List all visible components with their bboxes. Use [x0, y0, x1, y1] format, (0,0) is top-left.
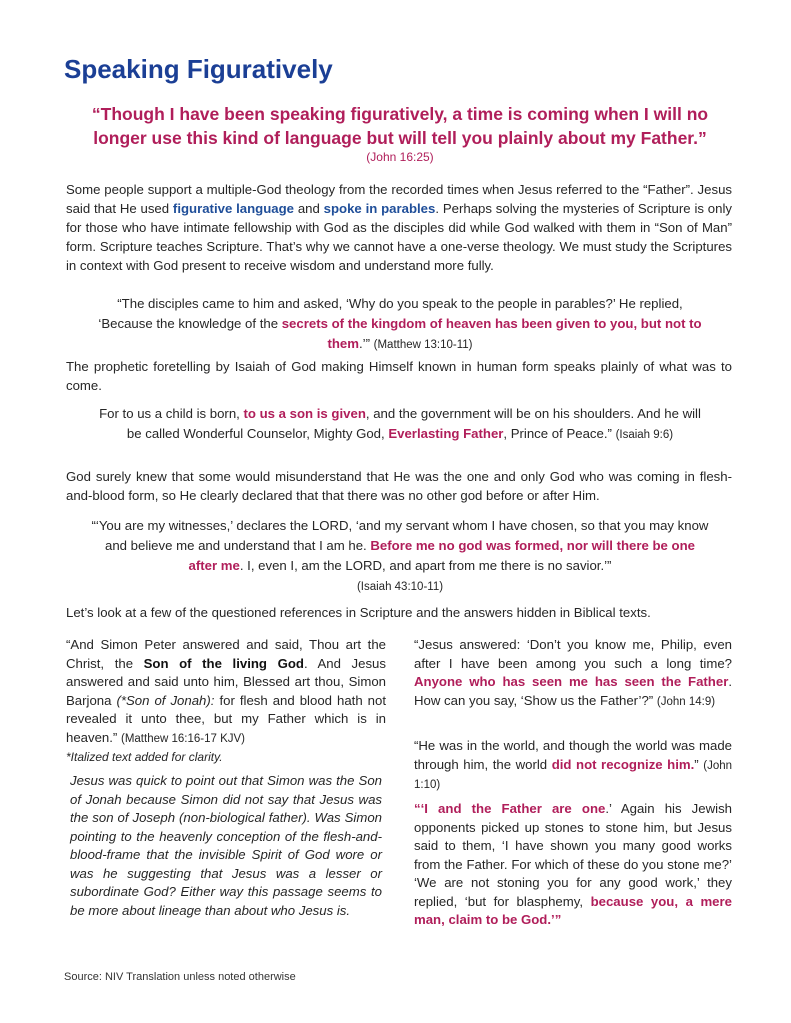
verse-isaiah-9	[90, 404, 710, 445]
quote-highlight: I and the Father are one	[424, 801, 606, 816]
verse-reference: (Isaiah 9:6)	[615, 429, 674, 441]
misunderstand-paragraph: God surely knew that some would misunderstand that He was the one and only God who was coming in flesh-and-blood form, so He clearly declared that that there was no other god before or after Him.	[66, 469, 732, 503]
lead-quote-reference: (John 16:25)	[366, 150, 434, 164]
quote-highlight: Anyone who has seen me has seen the Father	[414, 674, 729, 689]
verse-highlight: secrets of the kingdom of heaven has been given to you, but not to them	[281, 316, 702, 351]
quote-reference: (John 14:9)	[656, 695, 716, 708]
intro-text: and	[294, 201, 324, 216]
verse-text: , and the government will be on his shoulders. And he will be called Wonderful Counselor, Mighty God,	[126, 406, 701, 441]
source-note: Source: NIV Translation unless noted otherwise	[64, 971, 296, 983]
verse-isaiah-43	[90, 516, 710, 597]
quote-close-mark: .’”	[547, 912, 562, 927]
quote-highlight: because you, a mere man, claim to be God	[414, 893, 732, 927]
verse-text: , Prince of Peace.”	[503, 426, 616, 441]
quote-text: “Jesus answered: ‘Don’t you know me, Philip, even after I have been among you such a long time?	[414, 637, 732, 671]
quote-text: . And Jesus answered and said unto him, Blessed art thou, Simon Barjona	[66, 655, 386, 708]
quote-reference: (John 1:10)	[414, 759, 733, 791]
verse-reference: (Matthew 13:10-11)	[373, 339, 473, 351]
verse-reference: (Isaiah 43:10-11)	[356, 581, 444, 593]
highlight-spoke-in-parables: spoke in parables	[323, 201, 436, 216]
prophecy-paragraph: The prophetic foretelling by Isaiah of God making Himself known in human form speaks plainly of what was to come.	[66, 359, 732, 393]
left-column-quote	[66, 636, 386, 767]
verse-text: .’”	[358, 336, 374, 351]
right-quote-john-10	[414, 800, 732, 930]
verse-highlight: to us a son is given	[243, 406, 366, 421]
highlight-figurative-language: figurative language	[172, 201, 294, 216]
quote-italic-note: (*Son of Jonah):	[116, 692, 215, 708]
verse-highlight: Before me no god was formed, nor will there be one after me	[188, 538, 695, 573]
quote-open-mark: “‘	[414, 801, 425, 816]
quote-highlight: did not recognize him.	[551, 756, 695, 772]
quote-reference: (Matthew 16:16-17 KJV)	[121, 732, 246, 745]
verse-highlight: Everlasting Father	[388, 426, 504, 441]
verse-matthew-13	[90, 294, 710, 355]
page-title: Speaking Figuratively	[64, 54, 333, 84]
intro-paragraph	[66, 180, 732, 275]
footnote: *Italized text added for clarity.	[66, 750, 223, 764]
commentary-note: Jesus was quick to point out that Simon was the Son of Jonah because Simon did not say that Jesus was the son of Joseph (non-biological father). Was Simon pointing to the heavenly conception of the flesh-and-blood-frame that the invisible Spirit of God wore or was he suggesting that Jesus was a lesser or subordinate God? Either way this passage seems to be more about lineage than about who Jesus is.	[70, 773, 382, 918]
lead-quote: “Though I have been speaking figuratively, a time is coming when I will no longer use this kind of language but will tell you plainly about my Father.”	[91, 104, 709, 148]
quote-highlight: Son of the living God	[143, 655, 304, 671]
verse-text: “‘You are my witnesses,’ declares the LORD, ‘and my servant whom I have chosen, so that you may know and believe me and understand that I am he.	[91, 518, 709, 553]
right-quote-john-1	[414, 737, 732, 795]
intro-text: . Perhaps solving the mysteries of Scripture is only for those who have intimate fellowship with God as the disciples did while God walked with them in “Son of Man” form. Scripture teaches Scripture. That’s why we cannot have a one-verse theology. We must study the Scriptures in context with God present to receive wisdom and understand more fully.	[66, 201, 732, 273]
quote-text: “He was in the world, and though the world was made through him, the world	[414, 738, 732, 772]
quote-text: ”	[694, 756, 704, 772]
verse-text: For to us a child is born,	[99, 406, 244, 421]
verse-text: “The disciples came to him and asked, ‘Why do you speak to the people in parables?’ He replied, ‘Because the knowledge of the	[98, 296, 683, 331]
quote-text: . How can you say, ‘Show us the Father’?”	[414, 674, 732, 708]
verse-text: . I, even I, am the LORD, and apart from me there is no savior.’”	[239, 558, 612, 573]
quote-text: for flesh and blood hath not revealed it unto thee, but my Father which is in heaven.”	[66, 692, 386, 745]
right-quote-john-14	[414, 636, 732, 711]
quote-text: “And Simon Peter answered and said, Thou art the Christ, the	[66, 637, 386, 671]
intro-text: Some people support a multiple-God theology from the recorded times when Jesus referred to the “Father”. Jesus said that He used	[66, 182, 732, 216]
quote-text: .’ Again his Jewish opponents picked up stones to stone him, but Jesus said to them, ‘I have shown you many good works from the Father. For which of these do you stone me?’ ‘We are not stoning you for any good work,’ they replied, ‘but for blasphemy,	[414, 801, 732, 909]
questioned-references-paragraph: Let’s look at a few of the questioned references in Scripture and the answers hidden in Biblical texts.	[66, 605, 651, 620]
